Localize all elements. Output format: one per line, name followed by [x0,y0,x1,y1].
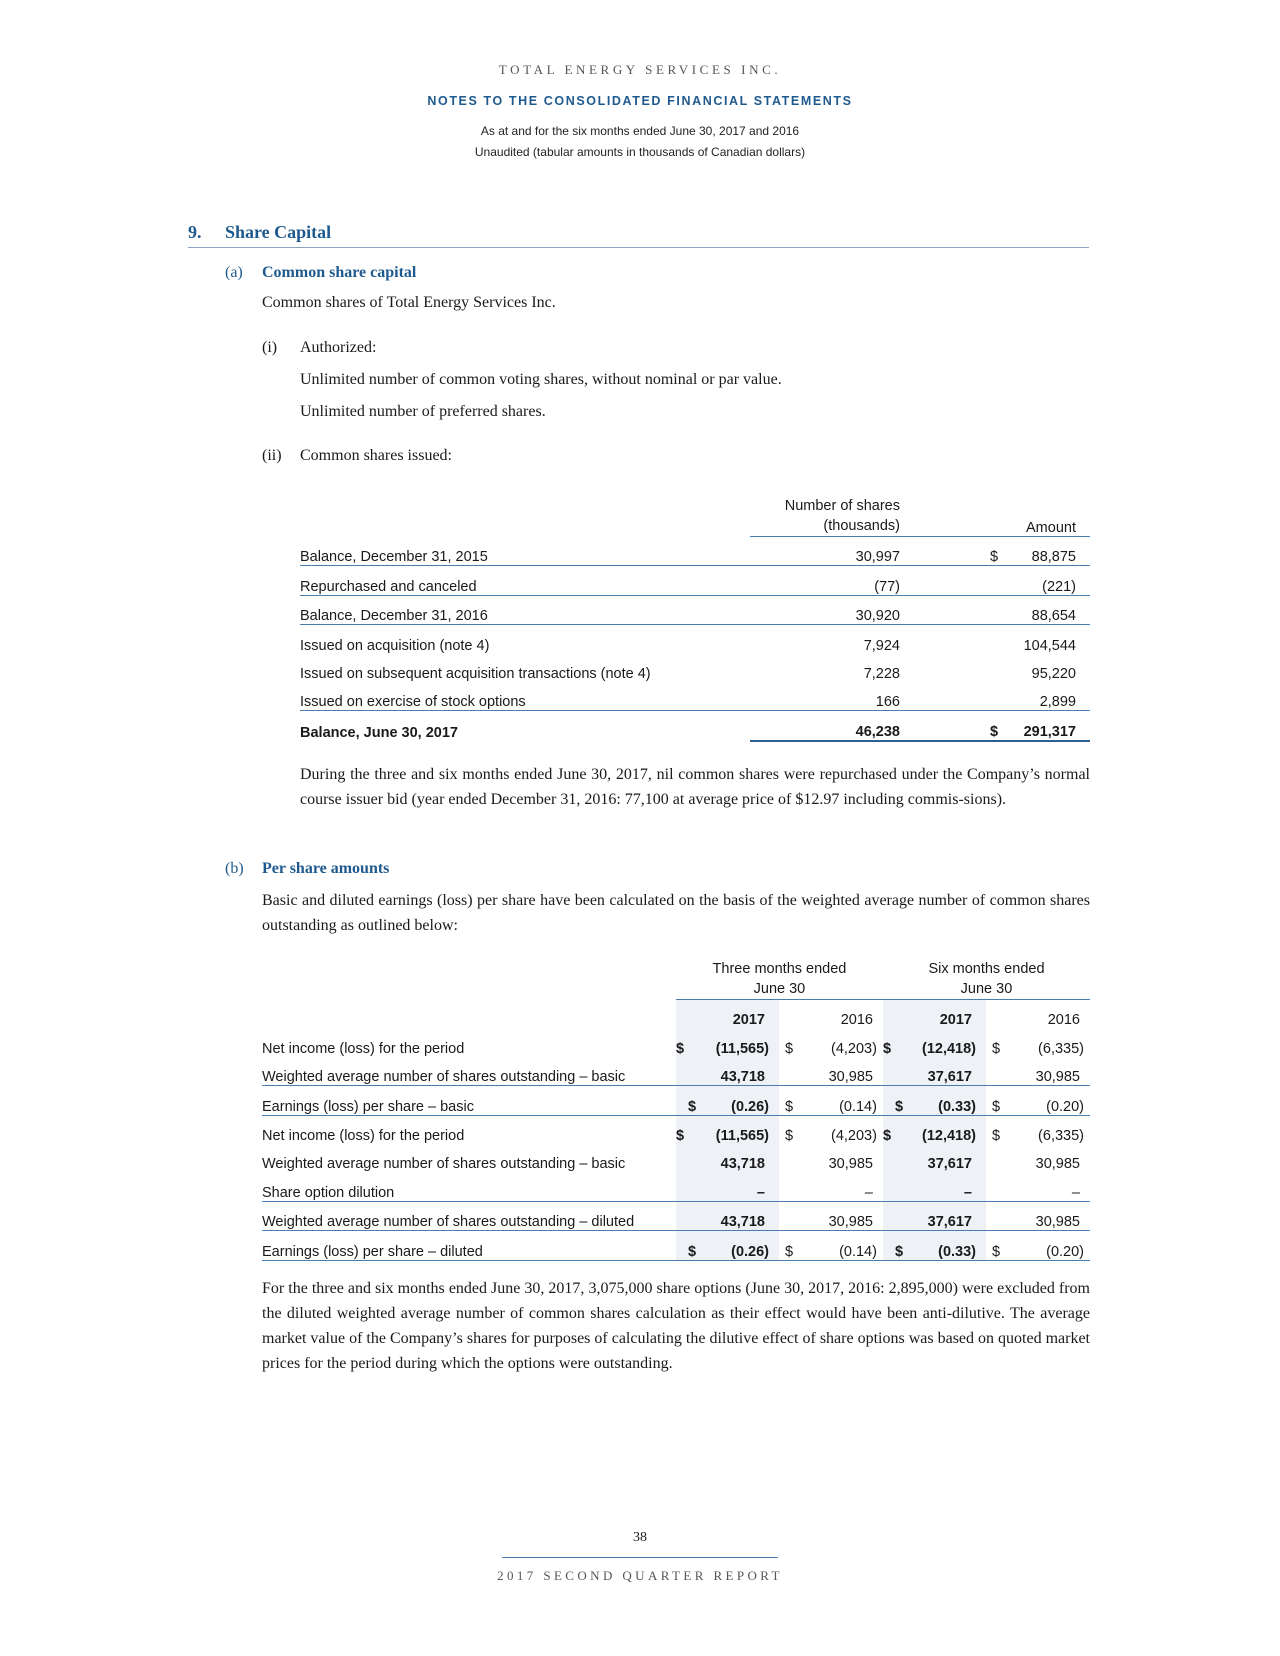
row-value: 30,985 [828,1156,873,1173]
company-name: TOTAL ENERGY SERVICES INC. [498,62,782,77]
row-currency: $ [986,1231,1006,1260]
item-i-label: (i) [262,339,278,356]
row-shares: 30,920 [750,595,900,624]
subsection-b-heading [225,860,390,878]
section-title [188,222,1089,248]
row-currency [883,1057,903,1086]
page-number: 38 [633,1530,647,1545]
three-months-header-line2: June 30 [753,981,806,997]
table-row [262,1172,1090,1201]
row-label: Issued on subsequent acquisition transactions (note 4) [300,665,651,682]
row-value: 30,985 [1006,1057,1090,1086]
row-currency [883,1172,903,1201]
table-row-total [300,711,1090,741]
subsection-b-title: Per share amounts [262,860,390,877]
row-value: (11,565) [696,1028,779,1056]
col-shares-header-line2: (thousands) [823,518,900,534]
row-value: (12,418) [903,1115,986,1144]
common-shares-table [300,494,1090,742]
row-value: 43,718 [696,1144,779,1172]
row-value: (0.20) [1006,1231,1090,1260]
row-currency: $ [676,1231,696,1260]
row-currency: $ [986,1086,1006,1115]
row-currency [779,1172,799,1201]
authorized-line-2: Unlimited number of preferred shares. [300,403,546,420]
row-currency [676,1172,696,1201]
row-shares: 7,924 [863,637,900,654]
authorized-heading [262,335,377,360]
item-i-title: Authorized: [300,339,377,356]
row-value: (0.26) [696,1231,779,1260]
row-value: (0.33) [903,1086,986,1115]
table-year-row [262,1000,1090,1029]
table-row [300,537,1090,566]
row-value: 30,985 [799,1057,883,1086]
row-label: Repurchased and canceled [300,566,750,595]
row-amount: 2,899 [1010,682,1090,711]
year-header: 2017 [903,1000,986,1029]
table-row [262,1231,1090,1260]
table-row [262,1028,1090,1056]
row-value: (0.20) [1006,1086,1090,1115]
row-currency: $ [991,1127,1001,1144]
row-value: (0.14) [799,1086,883,1115]
row-value: 43,718 [696,1057,779,1086]
row-currency: $ [883,1028,903,1056]
row-label: Net income (loss) for the period [262,1040,465,1057]
row-currency [990,682,1010,711]
table-row [300,625,1090,654]
row-value: (0.33) [903,1231,986,1260]
row-shares: 30,997 [750,537,900,566]
subsection-a-label: (a) [225,264,243,281]
row-value: (4,203) [831,1127,877,1144]
row-label: Earnings (loss) per share – basic [262,1086,676,1115]
table-group-header-row [262,957,1090,1000]
row-value: (6,335) [1038,1127,1084,1144]
row-currency: $ [779,1231,799,1260]
row-amount: (221) [1010,566,1090,595]
row-label: Issued on exercise of stock options [300,682,750,711]
row-currency: $ [676,1028,696,1056]
row-value: – [1006,1172,1090,1201]
row-value: 43,718 [696,1201,779,1230]
row-label: Share option dilution [262,1172,676,1201]
row-shares: 166 [750,682,900,711]
row-currency [986,1201,1006,1230]
row-value: 37,617 [903,1201,986,1230]
row-value: 30,985 [1035,1156,1080,1173]
subsection-a-heading [225,264,417,282]
row-currency [986,1057,1006,1086]
row-currency [986,1144,1006,1172]
row-amount: 104,544 [1023,637,1076,654]
row-value: 37,617 [903,1057,986,1086]
col-shares-header [750,494,900,537]
six-months-header [883,957,1090,1000]
year-header: 2017 [696,1000,779,1029]
table-row [262,1057,1090,1086]
table-row [262,1115,1090,1144]
row-label: Earnings (loss) per share – diluted [262,1231,676,1260]
row-currency [990,654,1010,682]
col-shares-header-line1: Number of shares [784,498,900,514]
table-row [300,654,1090,682]
row-shares: 7,228 [863,665,900,682]
row-currency [986,1172,1006,1201]
row-currency: $ [784,1127,794,1144]
row-value: 30,985 [1006,1201,1090,1230]
report-name: 2017 SECOND QUARTER REPORT [497,1568,783,1583]
table-row [300,682,1090,711]
table-row [262,1201,1090,1230]
row-currency [676,1201,696,1230]
row-value: (0.14) [799,1231,883,1260]
row-shares: 46,238 [750,711,900,741]
row-label: Net income (loss) for the period [262,1127,465,1144]
row-currency: $ [883,1115,903,1144]
row-currency [990,595,1010,624]
authorized-line-1: Unlimited number of common voting shares, without nominal or par value. [300,371,782,388]
row-value: – [903,1172,986,1201]
row-currency: $ [676,1086,696,1115]
row-label: Weighted average number of shares outstanding – basic [262,1057,676,1086]
three-months-header [676,957,883,1000]
row-currency [883,1144,903,1172]
row-value: 30,985 [799,1201,883,1230]
row-currency [779,1201,799,1230]
row-currency: $ [990,537,1010,566]
notes-title: NOTES TO THE CONSOLIDATED FINANCIAL STATEMENTS [427,94,853,108]
section-number: 9. [188,222,202,242]
table-row [262,1086,1090,1115]
six-months-header-line2: June 30 [960,981,1013,997]
subsection-b-label: (b) [225,860,244,877]
issued-heading [262,443,452,468]
item-ii-title: Common shares issued: [300,447,452,464]
row-currency [990,566,1010,595]
row-value: 37,617 [903,1144,986,1172]
row-label: Balance, June 30, 2017 [300,724,458,741]
row-currency: $ [883,1086,903,1115]
row-currency [676,1057,696,1086]
row-label: Issued on acquisition (note 4) [300,637,490,654]
repurchase-note: During the three and six months ended June 30, 2017, nil common shares were repurchased under the Company’s normal course issuer bid (year ended December 31, 2016: 77,100 at average price of $12.97 including commis-sions). [300,766,1090,808]
row-amount: 88,654 [1010,595,1090,624]
row-value: (6,335) [1038,1040,1084,1057]
row-currency: $ [991,1040,1001,1057]
table-row [300,566,1090,595]
three-months-header-line1: Three months ended [712,961,847,977]
row-amount: 88,875 [1010,537,1090,566]
table-header-row [300,494,1090,537]
row-value: (12,418) [903,1028,986,1056]
footer-divider [502,1557,778,1558]
row-currency: $ [990,711,1010,741]
item-ii-label: (ii) [262,447,282,464]
row-label: Weighted average number of shares outstanding – diluted [262,1201,676,1230]
six-months-header-line1: Six months ended [928,961,1045,977]
report-basis: Unaudited (tabular amounts in thousands of Canadian dollars) [474,145,806,159]
row-label: Weighted average number of shares outstanding – basic [262,1156,626,1173]
row-currency [779,1057,799,1086]
row-label: Balance, December 31, 2015 [300,537,750,566]
share-options-note: For the three and six months ended June 30, 2017, 3,075,000 share options (June 30, 2017, 2016: 2,895,000) were excluded from the diluted weighted average number of common shares calculation as their effect would have been anti-dilutive. The average market value of the Company’s shares for purposes of calculating the dilutive effect of share options was based on quoted market prices for the period during which the options were outstanding. [262,1280,1090,1372]
row-currency: $ [883,1231,903,1260]
row-currency [779,1144,799,1172]
year-header: 2016 [840,1012,873,1029]
section-title-text: Share Capital [225,222,332,242]
row-value: – [799,1172,883,1201]
row-value: (11,565) [696,1115,779,1144]
row-label: Balance, December 31, 2016 [300,595,750,624]
row-currency: $ [676,1115,696,1144]
per-share-intro: Basic and diluted earnings (loss) per share have been calculated on the basis of the weighted average number of common shares outstanding as outlined below: [262,892,1090,934]
year-header: 2016 [1047,1012,1080,1029]
row-currency [990,625,1010,654]
row-currency [676,1144,696,1172]
row-value: (4,203) [831,1040,877,1057]
report-period: As at and for the six months ended June 30, 2017 and 2016 [480,124,800,138]
table-row [300,595,1090,624]
row-amount: 291,317 [1010,711,1090,741]
table-row [262,1144,1090,1172]
per-share-table [262,957,1090,1261]
subsection-a-title: Common share capital [262,264,417,281]
common-shares-intro: Common shares of Total Energy Services Inc. [262,294,556,311]
row-currency: $ [779,1086,799,1115]
row-value: (0.26) [696,1086,779,1115]
col-amount-header: Amount [1010,494,1090,537]
row-currency [883,1201,903,1230]
row-currency: $ [784,1040,794,1057]
row-value: – [696,1172,779,1201]
row-amount: 95,220 [1031,665,1076,682]
row-shares: (77) [750,566,900,595]
